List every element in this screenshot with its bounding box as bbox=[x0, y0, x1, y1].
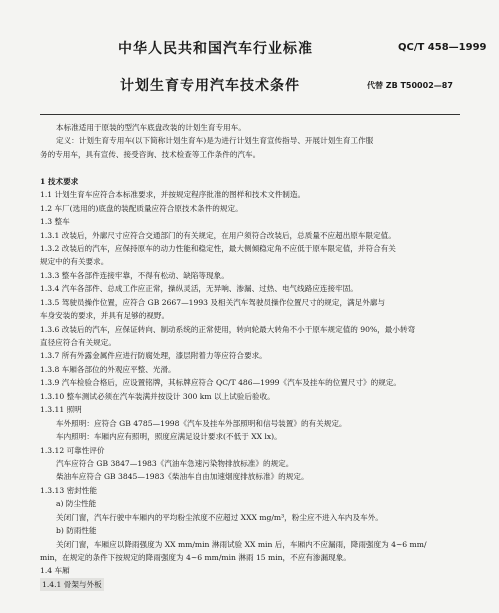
text-line-content: 1.3.1 改装后，外廓尺寸应符合交通部门的有关规定，在用户须符合改装后，总质量不应超出原车限定值。 bbox=[40, 230, 396, 240]
text-line-content: 务的专用车，具有宣传、接受咨询、技术检查等工作条件的汽车。 bbox=[40, 149, 261, 159]
text-line-content: 汽车应符合 GB 3847—1983《汽油车急速污染物排放标准》的规定。 bbox=[56, 458, 294, 468]
header-divider bbox=[40, 114, 460, 115]
text-line bbox=[40, 403, 460, 416]
text-line bbox=[40, 470, 460, 483]
text-line bbox=[40, 215, 460, 228]
document-title: 计划生育专用汽车技术条件 bbox=[120, 78, 300, 94]
text-line-content: 1.3.3 整车各部件连接牢靠，不得有松动、缺陷等现象。 bbox=[40, 270, 229, 280]
text-line bbox=[40, 175, 460, 188]
text-line bbox=[40, 349, 460, 362]
text-line bbox=[40, 188, 460, 201]
text-line-content: 1.3.4 汽车各部件、总成工作应正常，操纵灵活，无异响、渗漏、过热、电气线路应连接牢固。 bbox=[40, 284, 358, 294]
text-line bbox=[40, 121, 460, 134]
text-line bbox=[40, 578, 460, 591]
text-line bbox=[40, 524, 460, 537]
text-line-content: 规定中的有关要求。 bbox=[40, 257, 109, 267]
text-line-content: 柴油车应符合 GB 3845—1983《柴油车自由加速烟度排放标准》的规定。 bbox=[56, 472, 309, 482]
text-line-content: 1.3.2 改装后的汽车，应保持原车的动力性能和稳定性，最大侧倾稳定角不应低于原车限定值，并符合有关 bbox=[40, 243, 396, 253]
text-line bbox=[40, 444, 460, 457]
text-line-content: 1.3.7 所有外露金属件应进行防腐处理，漆层附着力等应符合要求。 bbox=[40, 351, 267, 361]
text-line-content: 1.3.6 改装后的汽车，应保证转向、制动系统的正常使用，转向轮最大转角不小于原车规定值的 90%，最小转弯 bbox=[40, 324, 416, 334]
text-line bbox=[40, 309, 460, 322]
text-line-content: 1 技术要求 bbox=[40, 176, 79, 186]
text-line bbox=[40, 497, 460, 510]
text-line-content: 关闭门窗，车厢应以降雨强度为 XX mm/min 淋雨试验 XX min 后，车厢内不应漏雨，降雨强度为 4~6 mm/ bbox=[56, 539, 427, 549]
text-line-content: 1.3.8 车厢各部位的外观应平整、光滑。 bbox=[40, 364, 176, 374]
text-line-content: 车内照明：车厢内应有照明，照度应满足设计要求(不低于 XX lx)。 bbox=[56, 432, 282, 442]
text-line-content: 1.2 车厂(选用的)底盘的装配质量应符合原技术条件的规定。 bbox=[40, 203, 243, 213]
text-line bbox=[40, 255, 460, 268]
text-line bbox=[40, 134, 460, 147]
text-line-content: b) 防雨性能 bbox=[56, 526, 97, 536]
text-line-content: 1.4 车厢 bbox=[40, 566, 70, 576]
text-line bbox=[40, 430, 460, 443]
text-line bbox=[40, 564, 460, 577]
text-line bbox=[40, 296, 460, 309]
standard-code: QC/T 458—1999 bbox=[398, 42, 487, 53]
text-line-content: 1.3.13 密封性能 bbox=[40, 485, 97, 495]
text-line bbox=[40, 269, 460, 282]
text-line-content: 直径应符合有关规定。 bbox=[40, 338, 116, 347]
text-line bbox=[40, 376, 460, 389]
supersede-note: 代替 ZB T50002—87 bbox=[367, 81, 453, 90]
text-line-content: min，在规定的条件下按规定的降雨强度为 4~6 mm/min 淋雨 15 min，不应有渗漏现象。 bbox=[40, 553, 351, 562]
text-line-content: 1.3.12 可靠性评价 bbox=[40, 445, 105, 455]
text-line-content: 1.1 计划生育车应符合本标准要求，并按规定程序批准的图样和技术文件制造。 bbox=[40, 190, 306, 200]
text-line bbox=[40, 161, 460, 174]
text-line-content: 车身安装的要求，并具有足够的视野。 bbox=[40, 311, 170, 321]
text-line-content: 定义：计划生育专用车(以下简称计划生育车)是为进行计划生育宣传指导、开展计划生育工作服 bbox=[56, 136, 374, 146]
text-line-content: 1.3.11 照明 bbox=[40, 405, 82, 415]
text-line bbox=[40, 538, 460, 551]
text-line bbox=[40, 363, 460, 376]
text-line bbox=[40, 511, 460, 524]
text-line bbox=[40, 390, 460, 403]
text-line-content: 关闭门窗，汽车行驶中车厢内的平均粉尘浓度不应超过 XXX mg/m³，粉尘应不进入车内及车外。 bbox=[56, 512, 383, 522]
text-line-content: 1.3.9 汽车检验合格后，应设置铭牌，其标牌应符合 QC/T 486—1999《汽车及挂车的位置尺寸》的规定。 bbox=[40, 378, 402, 388]
text-line bbox=[40, 417, 460, 430]
text-line bbox=[40, 484, 460, 497]
text-line-content: 1.3 整车 bbox=[40, 217, 70, 227]
text-line-content: 车外照明：应符合 GB 4785—1998《汽车及挂车外部照明和信号装置》的有关规定。 bbox=[56, 418, 347, 428]
text-line bbox=[40, 242, 460, 255]
text-line bbox=[40, 148, 460, 161]
text-line-content: 1.3.5 驾驶员操作位置，应符合 GB 2667—1993 及相关汽车驾驶员操作位置尺寸的规定，满足外廓与 bbox=[40, 297, 386, 307]
text-line bbox=[40, 457, 460, 470]
document-body bbox=[40, 121, 460, 591]
text-line-content: a) 防尘性能 bbox=[56, 499, 97, 509]
text-line bbox=[40, 323, 460, 336]
text-line-content: 1.3.10 整车测试必须在汽车装满并按设计 300 km 以上试验后验收。 bbox=[40, 391, 275, 401]
text-line-content: 本标准适用于原装的型汽车底盘改装的计划生育专用车。 bbox=[56, 123, 246, 132]
text-line bbox=[40, 551, 460, 564]
text-line bbox=[40, 202, 460, 215]
text-line bbox=[40, 282, 460, 295]
standard-name: 中华人民共和国汽车行业标准 bbox=[118, 41, 313, 57]
text-line bbox=[40, 336, 460, 349]
text-line bbox=[40, 229, 460, 242]
text-line-content: 1.4.1 骨架与外板 bbox=[40, 578, 104, 591]
